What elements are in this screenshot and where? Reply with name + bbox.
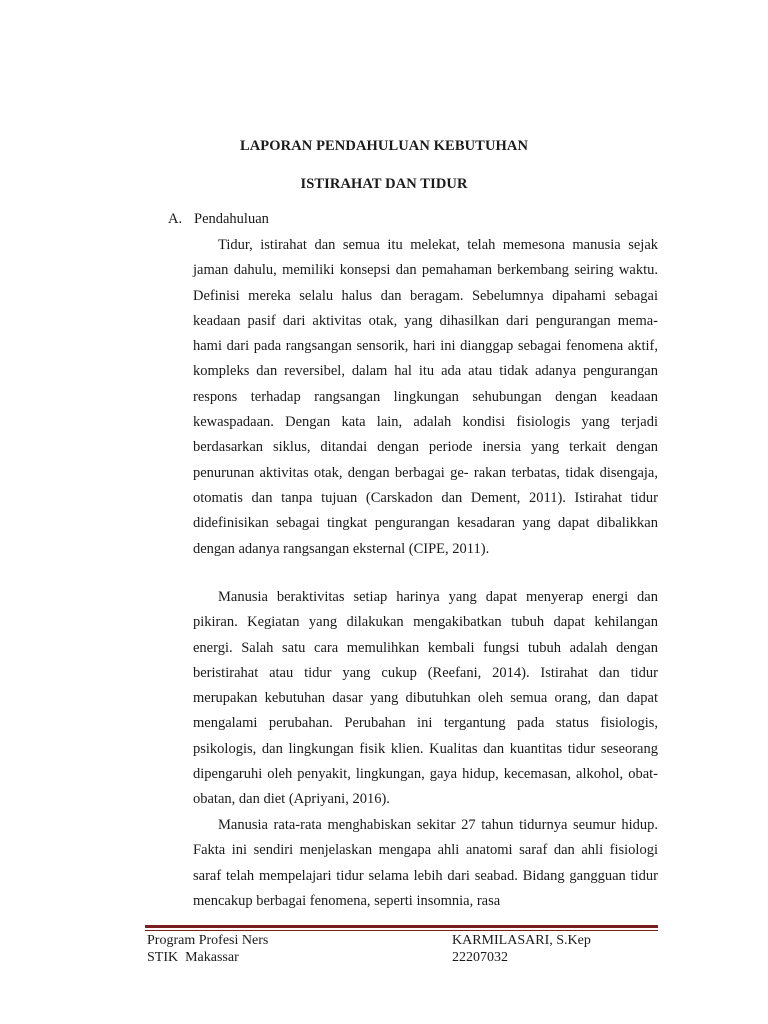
paragraph: Tidur, istirahat dan semua itu melekat, telah memesona manusia sejak jaman dahulu, memiliki konsepsi dan pemahaman berkembang seiring waktu. Definisi mereka selalu halus dan beragam. Sebelumnya dipahami sebagai keadaan pasif dari aktivitas otak, yang dihasilkan dari pengurangan mema- hami dari pada rangsangan sensorik, hari ini dianggap sebagai fenomena aktif, kompleks dan reversibel, dalam hal itu ada atau tidak adanya pengurangan respons terhadap rangsangan lingkungan sehubungan dengan keadaan kewaspadaan. Dengan kata lain, adalah kondisi fisiologis yang terjadi berdasarkan siklus, ditandai dengan periode inersia yang terkait dengan penurunan aktivitas otak, dengan berbagai ge- rakan terbatas, tidak disengaja, otomatis dan tanpa tujuan (Carskadon dan Dement, 2011). Istirahat tidur didefinisikan sebagai tingkat pengurangan kesadaran yang dapat dibalikkan dengan adanya rangsangan eksternal (CIPE, 2011). <box>193 237 658 557</box>
footer-program: Program Profesi Ners <box>147 933 269 948</box>
section-letter: A. <box>168 211 183 227</box>
footer-institution: STIK Makassar <box>147 950 239 965</box>
footer-left <box>147 932 268 966</box>
paragraph-2-container <box>193 585 658 813</box>
section-heading-text: Pendahuluan <box>194 211 269 227</box>
section-heading <box>168 211 269 228</box>
paragraph-1-container <box>193 233 658 562</box>
footer-right <box>452 932 591 966</box>
document-title-line-1: LAPORAN PENDAHULUAN KEBUTUHAN <box>239 138 529 154</box>
paragraph: Manusia rata-rata menghabiskan sekitar 27 tahun tidurnya seumur hidup. Fakta ini sendiri menjelaskan mengapa ahli anatomi saraf dan ahli fisiologi saraf telah mempelajari tidur selama lebih dari seabad. Bidang gangguan tidur mencakup berbagai fenomena, seperti insomnia, rasa <box>193 817 658 909</box>
document-title-line-2: ISTIRAHAT DAN TIDUR <box>300 176 468 192</box>
footer-divider-thick <box>145 925 658 928</box>
paragraph-3-container <box>193 813 658 913</box>
footer-author: KARMILASARI, S.Kep <box>452 933 591 948</box>
footer-student-id: 22207032 <box>452 950 508 965</box>
footer-divider-thin <box>145 930 658 931</box>
paragraph: Manusia beraktivitas setiap harinya yang dapat menyerap energi dan pikiran. Kegiatan yang dilakukan mengakibatkan tubuh dapat kehilangan energi. Salah satu cara memulihkan kembali fungsi tubuh adalah dengan beristirahat atau tidur yang cukup (Reefani, 2014). Istirahat dan tidur merupakan kebutuhan dasar yang dibutuhkan oleh semua orang, dan dapat mengalami perubahan. Perubahan ini tergantung pada status fisiologis, psikologis, dan lingkungan fisik klien. Kualitas dan kuantitas tidur seseorang dipengaruhi oleh penyakit, lingkungan, gaya hidup, kecemasan, alkohol, obat-obatan, dan diet (Apriyani, 2016). <box>193 589 658 808</box>
